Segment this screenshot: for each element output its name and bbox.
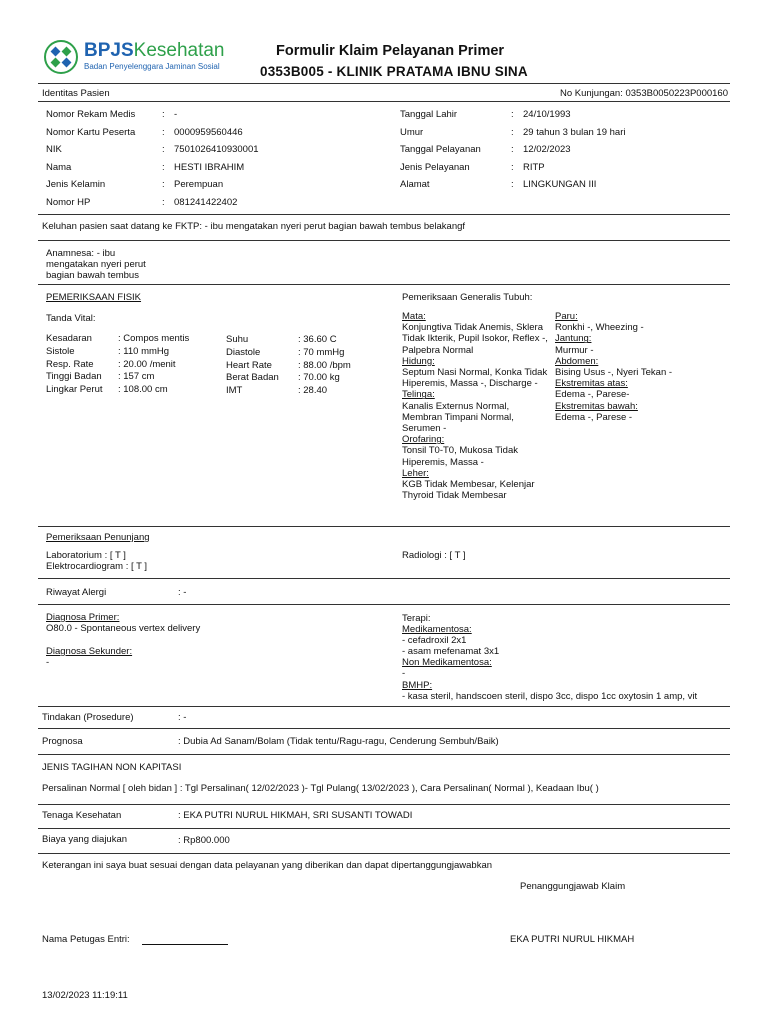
signer-name: EKA PUTRI NURUL HIKMAH xyxy=(510,934,635,945)
biaya-label: Biaya yang diajukan xyxy=(42,834,128,845)
print-timestamp: 13/02/2023 11:19:11 xyxy=(42,990,128,1001)
anamnesa-line-3: bagian bawah tembus xyxy=(46,270,139,281)
identity-value: Perempuan xyxy=(174,179,224,190)
non-medik-title: Non Medikamentosa: xyxy=(402,657,492,668)
identity-label: Nama xyxy=(46,161,72,173)
keluhan-text: Keluhan pasien saat datang ke FKTP: - ibu mengatakan nyeri perut bagian bawah tembus belakangf xyxy=(42,221,466,232)
vital-value: : 88.00 /bpm xyxy=(298,359,351,371)
vital-value: : 110 mmHg xyxy=(118,345,170,357)
page-title: Formulir Klaim Pelayanan Primer xyxy=(276,43,505,59)
identity-value: RITP xyxy=(523,161,545,173)
identity-colon: : xyxy=(511,179,514,190)
diagnosa-sekunder: - xyxy=(46,657,50,668)
identity-value: 0000959560446 xyxy=(174,126,243,138)
vital-value: : 28.40 xyxy=(298,385,328,397)
logo-tagline: Badan Penyelenggara Jaminan Sosial xyxy=(84,62,220,71)
divider xyxy=(38,853,730,854)
prognosa-label: Prognosa xyxy=(42,736,83,747)
fisik-title: PEMERIKSAAN FISIK xyxy=(46,292,142,303)
tagihan-title: JENIS TAGIHAN NON KAPITASI xyxy=(42,762,182,773)
divider xyxy=(38,828,730,829)
identity-label: Nomor Rekam Medis xyxy=(46,109,136,120)
generalis-heading: Mata: xyxy=(402,311,426,322)
identity-colon: : xyxy=(511,109,514,120)
vital-value: : 108.00 cm xyxy=(118,384,168,396)
identity-value: 29 tahun 3 bulan 19 hari xyxy=(523,126,626,138)
tenaga-value: : EKA PUTRI NURUL HIKMAH, SRI SUSANTI TOWADI xyxy=(178,810,413,821)
divider xyxy=(38,578,730,579)
generalis-heading: Jantung: xyxy=(555,333,592,345)
generalis-text: Ronkhi -, Wheezing - xyxy=(555,322,644,334)
identity-value: LINGKUNGAN III xyxy=(523,179,597,190)
keterangan-text: Keterangan ini saya buat sesuai dengan data pelayanan yang diberikan dan dapat dipertanggungjawabkan xyxy=(42,860,493,871)
identity-label: Nomor Kartu Peserta xyxy=(46,126,136,138)
identity-label: Jenis Pelayanan xyxy=(400,161,470,173)
logo-brand-a: BPJS xyxy=(84,40,134,61)
identity-label: Alamat xyxy=(400,179,430,190)
identity-label: Nomor HP xyxy=(46,196,91,208)
diagnosa-sekunder-title: Diagnosa Sekunder: xyxy=(46,646,133,657)
divider xyxy=(38,526,730,527)
identity-colon: : xyxy=(162,161,165,173)
prognosa-value: : Dubia Ad Sanam/Bolam (Tidak tentu/Ragu-ragu, Cenderung Sembuh/Baik) xyxy=(178,736,499,747)
identity-value: 24/10/1993 xyxy=(523,109,571,120)
identity-label: NIK xyxy=(46,144,62,155)
vital-value: : Compos mentis xyxy=(118,333,190,344)
divider xyxy=(38,83,730,84)
petugas-signature-line xyxy=(142,944,228,945)
kunjungan-number: No Kunjungan: 0353B0050223P000160 xyxy=(560,88,728,99)
alergi-label: Riwayat Alergi xyxy=(46,587,107,598)
penanggung-label: Penanggungjawab Klaim xyxy=(520,881,626,892)
tanda-vital-label: Tanda Vital: xyxy=(46,313,96,324)
generalis-text: KGB Tidak Membesar, Kelenjar Thyroid Tidak Membesar xyxy=(402,479,535,502)
divider xyxy=(38,706,730,707)
vital-label: Tinggi Badan xyxy=(46,371,102,383)
vital-value: : 157 cm xyxy=(118,371,155,383)
generalis-heading: Leher: xyxy=(402,467,429,479)
petugas-label: Nama Petugas Entri: xyxy=(42,934,130,945)
identity-section-label: Identitas Pasien xyxy=(42,88,110,99)
generalis-text: Edema -, Parese - xyxy=(555,411,633,423)
divider xyxy=(38,284,730,285)
identity-value: 12/02/2023 xyxy=(523,144,571,155)
logo-brand-b: Kesehatan xyxy=(133,40,225,61)
identity-colon: : xyxy=(162,126,165,138)
identity-colon: : xyxy=(511,161,514,173)
divider xyxy=(38,240,730,241)
vital-label: Berat Badan xyxy=(226,372,279,384)
identity-label: Umur xyxy=(400,126,424,138)
medik-item-2: - asam mefenamat 3x1 xyxy=(402,646,500,657)
vital-label: IMT xyxy=(226,385,243,397)
vital-label: Resp. Rate xyxy=(46,358,94,370)
tagihan-text: Persalinan Normal [ oleh bidan ] : Tgl Persalinan( 12/02/2023 )- Tgl Pulang( 13/02/2023 ), Cara Persalinan( Normal ), Keadaan Ibu( ) xyxy=(42,783,599,794)
generalis-heading: Hidung: xyxy=(402,355,435,367)
penunjang-title: Pemeriksaan Penunjang xyxy=(46,532,150,543)
generalis-heading: Abdomen: xyxy=(555,355,599,367)
bmhp-title: BMHP: xyxy=(402,680,433,691)
vital-value: : 20.00 /menit xyxy=(118,358,176,370)
divider xyxy=(38,604,730,605)
medikamentosa-title: Medikamentosa: xyxy=(402,624,472,635)
identity-colon: : xyxy=(511,126,514,138)
generalis-col1 xyxy=(402,311,548,501)
generalis-heading: Telinga: xyxy=(402,389,435,401)
generalis-text: Edema -, Parese- xyxy=(555,389,630,401)
generalis-heading: Orofaring: xyxy=(402,434,445,446)
non-medik-value: - xyxy=(402,668,406,679)
anamnesa-line-2: mengatakan nyeri perut xyxy=(46,259,146,270)
vital-label: Sistole xyxy=(46,345,75,357)
identity-value: - xyxy=(174,109,178,120)
identity-label: Tanggal Pelayanan xyxy=(400,144,481,155)
identity-value: HESTI IBRAHIM xyxy=(174,161,245,173)
divider xyxy=(38,804,730,805)
bmhp-value: - kasa steril, handscoen steril, dispo 3cc, dispo 1cc oxytosin 1 amp, vit xyxy=(402,691,698,702)
divider xyxy=(38,101,730,102)
anamnesa-line-1: Anamnesa: - ibu xyxy=(46,248,116,259)
vital-value: : 36.60 C xyxy=(298,334,337,345)
vital-value: : 70 mmHg xyxy=(298,346,345,358)
identity-colon: : xyxy=(162,179,165,190)
generalis-text: Konjungtiva Tidak Anemis, Sklera Tidak Ikterik, Pupil Isokor, Reflex -, Palpebra Normal xyxy=(402,322,548,356)
clinic-subtitle: 0353B005 - KLINIK PRATAMA IBNU SINA xyxy=(260,64,528,79)
diagnosa-primer-title: Diagnosa Primer: xyxy=(46,612,120,623)
tindakan-label: Tindakan (Prosedure) xyxy=(42,712,134,723)
identity-colon: : xyxy=(162,109,165,120)
vital-label: Heart Rate xyxy=(226,359,272,371)
ekg-value: Elektrocardiogram : [ T ] xyxy=(46,561,148,572)
divider xyxy=(38,754,730,755)
biaya-value: : Rp800.000 xyxy=(178,835,230,846)
medik-item-1: - cefadroxil 2x1 xyxy=(402,635,467,646)
lab-value: Laboratorium : [ T ] xyxy=(46,550,126,561)
generalis-col2 xyxy=(555,311,727,423)
diagnosa-primer: O80.0 - Spontaneous vertex delivery xyxy=(46,623,201,634)
generalis-text: Tonsil T0-T0, Mukosa Tidak Hiperemis, Massa - xyxy=(402,445,518,468)
vital-value: : 70.00 kg xyxy=(298,372,340,384)
divider xyxy=(38,728,730,729)
vital-label: Suhu xyxy=(226,334,249,345)
generalis-text: Septum Nasi Normal, Konka Tidak Hiperemis, Massa -, Discharge - xyxy=(402,367,548,390)
identity-value: 7501026410930001 xyxy=(174,144,259,155)
radiologi-value: Radiologi : [ T ] xyxy=(402,550,466,561)
divider xyxy=(38,214,730,215)
tindakan-value: : - xyxy=(178,712,187,723)
generalis-text: Murmur - xyxy=(555,344,594,356)
generalis-text: Kanalis Externus Normal, Membran Timpani Normal, Serumen - xyxy=(402,400,514,435)
generalis-text: Bising Usus -, Nyeri Tekan - xyxy=(555,367,673,379)
identity-label: Jenis Kelamin xyxy=(46,179,106,190)
tenaga-label: Tenaga Kesehatan xyxy=(42,810,122,821)
identity-label: Tanggal Lahir xyxy=(400,109,458,120)
generalis-heading: Ekstremitas atas: xyxy=(555,378,628,390)
identity-colon: : xyxy=(162,144,165,155)
identity-colon: : xyxy=(511,144,514,155)
vital-label: Kesadaran xyxy=(46,333,92,344)
generalis-heading: Ekstremitas bawah: xyxy=(555,400,638,412)
bpjs-logo-icon xyxy=(44,40,78,74)
vital-label: Diastole xyxy=(226,346,261,358)
alergi-value: : - xyxy=(178,587,187,598)
generalis-title: Pemeriksaan Generalis Tubuh: xyxy=(402,292,533,303)
generalis-heading: Paru: xyxy=(555,311,578,322)
terapi-title: Terapi: xyxy=(402,613,431,624)
identity-colon: : xyxy=(162,196,165,208)
vital-label: Lingkar Perut xyxy=(46,384,103,396)
identity-value: 081241422402 xyxy=(174,196,238,208)
